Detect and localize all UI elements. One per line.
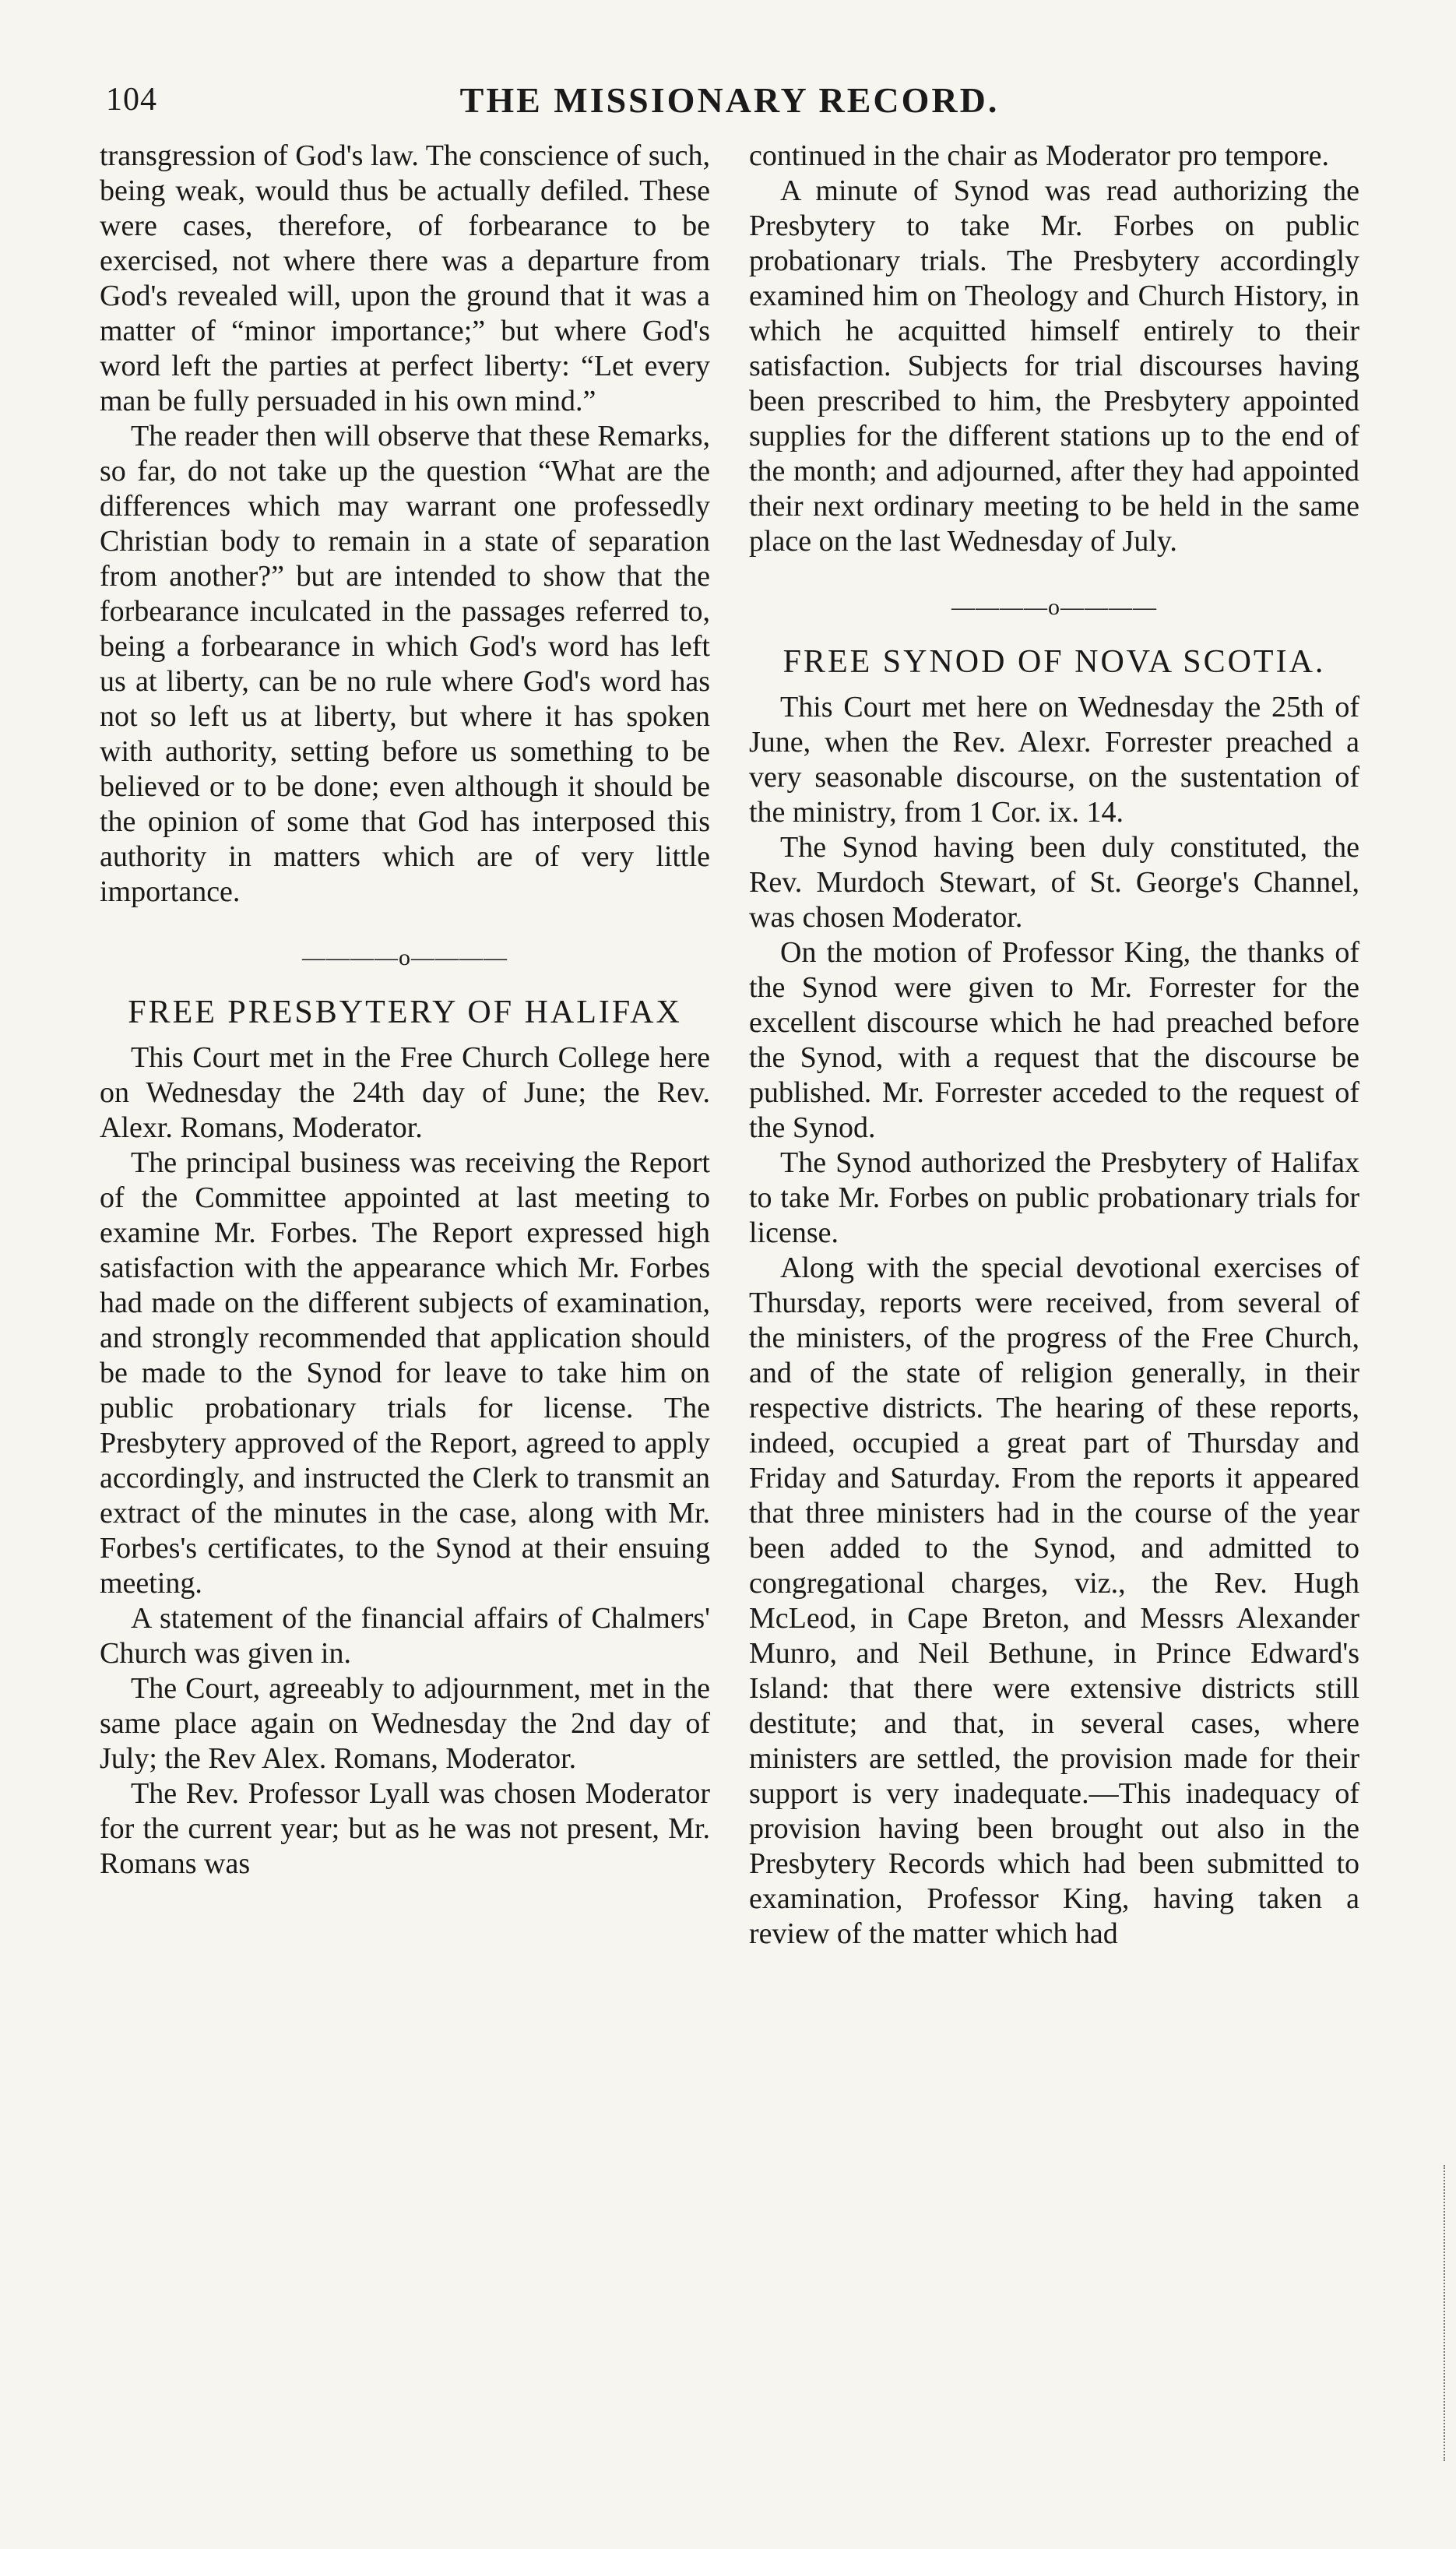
left-paragraph-3: This Court met in the Free Church College here on Wednesday the 24th day of June; the Rev. Alexr. Romans, Moderator. bbox=[100, 1041, 710, 1144]
left-column bbox=[100, 139, 710, 1952]
text-columns bbox=[100, 139, 1359, 1952]
section-divider: ————o———— bbox=[951, 594, 1157, 620]
right-column bbox=[749, 139, 1359, 1952]
right-paragraph-4: The Synod having been duly constituted, the Rev. Murdoch Stewart, of St. George's Channel, was chosen Moderator. bbox=[749, 831, 1359, 934]
left-paragraph-7: The Rev. Professor Lyall was chosen Moderator for the current year; but as he was not present, Mr. Romans was bbox=[100, 1777, 710, 1880]
section-heading-presbytery: FREE PRESBYTERY OF HALIFAX bbox=[128, 995, 682, 1030]
page-header bbox=[100, 75, 1359, 134]
right-paragraph-1: continued in the chair as Moderator pro tempore. bbox=[749, 139, 1329, 172]
left-paragraph-1: transgression of God's law. The conscience of such, being weak, would thus be actually defiled. These were cases, therefore, of forbearance to be exercised, not where there was a departure from God's revealed will, upon the ground that it was a matter of “minor importance;” but where God's word left the parties at perfect liberty: “Let every man be fully persuaded in his own mind.” bbox=[100, 139, 710, 417]
left-paragraph-5: A statement of the financial affairs of Chalmers' Church was given in. bbox=[100, 1602, 710, 1670]
left-paragraph-6: The Court, agreeably to adjournment, met in the same place again on Wednesday the 2nd day of July; the Rev Alex. Romans, Moderator. bbox=[100, 1672, 710, 1775]
left-paragraph-4: The principal business was receiving the Report of the Committee appointed at last meeting to examine Mr. Forbes. The Report expressed high satisfaction with the appearance which Mr. Forbes had made on the different subjects of examination, and strongly recommended that application should be made to the Synod for leave to take him on public probationary trials for license. The Presbytery approved of the Report, agreed to apply accordingly, and instructed the Clerk to transmit an extract of the minutes in the case, along with Mr. Forbes's certificates, to the Synod at their ensuing meeting. bbox=[100, 1146, 710, 1600]
right-paragraph-5: On the motion of Professor King, the thanks of the Synod were given to Mr. Forrester for the excellent discourse which he had preached before the Synod, with a request that the discourse be published. Mr. Forrester acceded to the request of the Synod. bbox=[749, 936, 1359, 1144]
section-heading-synod: FREE SYNOD OF NOVA SCOTIA. bbox=[783, 644, 1326, 680]
left-paragraph-2: The reader then will observe that these Remarks, so far, do not take up the question “What are the differences which may warrant one professedly Christian body to remain in a state of separation from another?” but are intended to show that the forbearance inculcated in the passages referred to, being a forbearance in which God's word has left us at liberty, can be no rule where God's word has not so left us at liberty, but where it has spoken with authority, setting before us something to be believed or to be done; even although it should be the opinion of some that God has interposed this authority in matters which are of very little importance. bbox=[100, 420, 710, 908]
magazine-page bbox=[100, 75, 1359, 2489]
right-paragraph-6: The Synod authorized the Presbytery of Halifax to take Mr. Forbes on public probationary trials for license. bbox=[749, 1146, 1359, 1249]
scan-edge-mark bbox=[1444, 2165, 1450, 2461]
section-divider: ————o———— bbox=[302, 945, 508, 970]
running-title: THE MISSIONARY RECORD. bbox=[459, 80, 1000, 120]
right-paragraph-2: A minute of Synod was read authorizing the Presbytery to take Mr. Forbes on public probationary trials. The Presbytery accordingly examined him on Theology and Church History, in which he acquitted himself entirely to their satisfaction. Subjects for trial discourses having been prescribed to him, the Presbytery appointed supplies for the different stations up to the end of the month; and adjourned, after they had appointed their next ordinary meeting to be held in the same place on the last Wednesday of July. bbox=[749, 174, 1359, 558]
right-paragraph-7: Along with the special devotional exercises of Thursday, reports were received, from several of the ministers, of the progress of the Free Church, and of the state of religion generally, in their respective districts. The hearing of these reports, indeed, occupied a great part of Thursday and Friday and Saturday. From the reports it appeared that three ministers had in the course of the year been added to the Synod, and admitted to congregational charges, viz., the Rev. Hugh McLeod, in Cape Breton, and Messrs Alexander Munro, and Neil Bethune, in Prince Edward's Island: that there were extensive districts still destitute; and that, in several cases, where ministers are settled, the provision made for their support is very inadequate.—This inadequacy of provision having been brought out also in the Presbytery Records which had been submitted to examination, Professor King, having taken a review of the matter which had bbox=[749, 1252, 1359, 1950]
page-number: 104 bbox=[106, 82, 157, 118]
right-paragraph-3: This Court met here on Wednesday the 25th of June, when the Rev. Alexr. Forrester preached a very seasonable discourse, on the sustentation of the ministry, from 1 Cor. ix. 14. bbox=[749, 691, 1359, 829]
